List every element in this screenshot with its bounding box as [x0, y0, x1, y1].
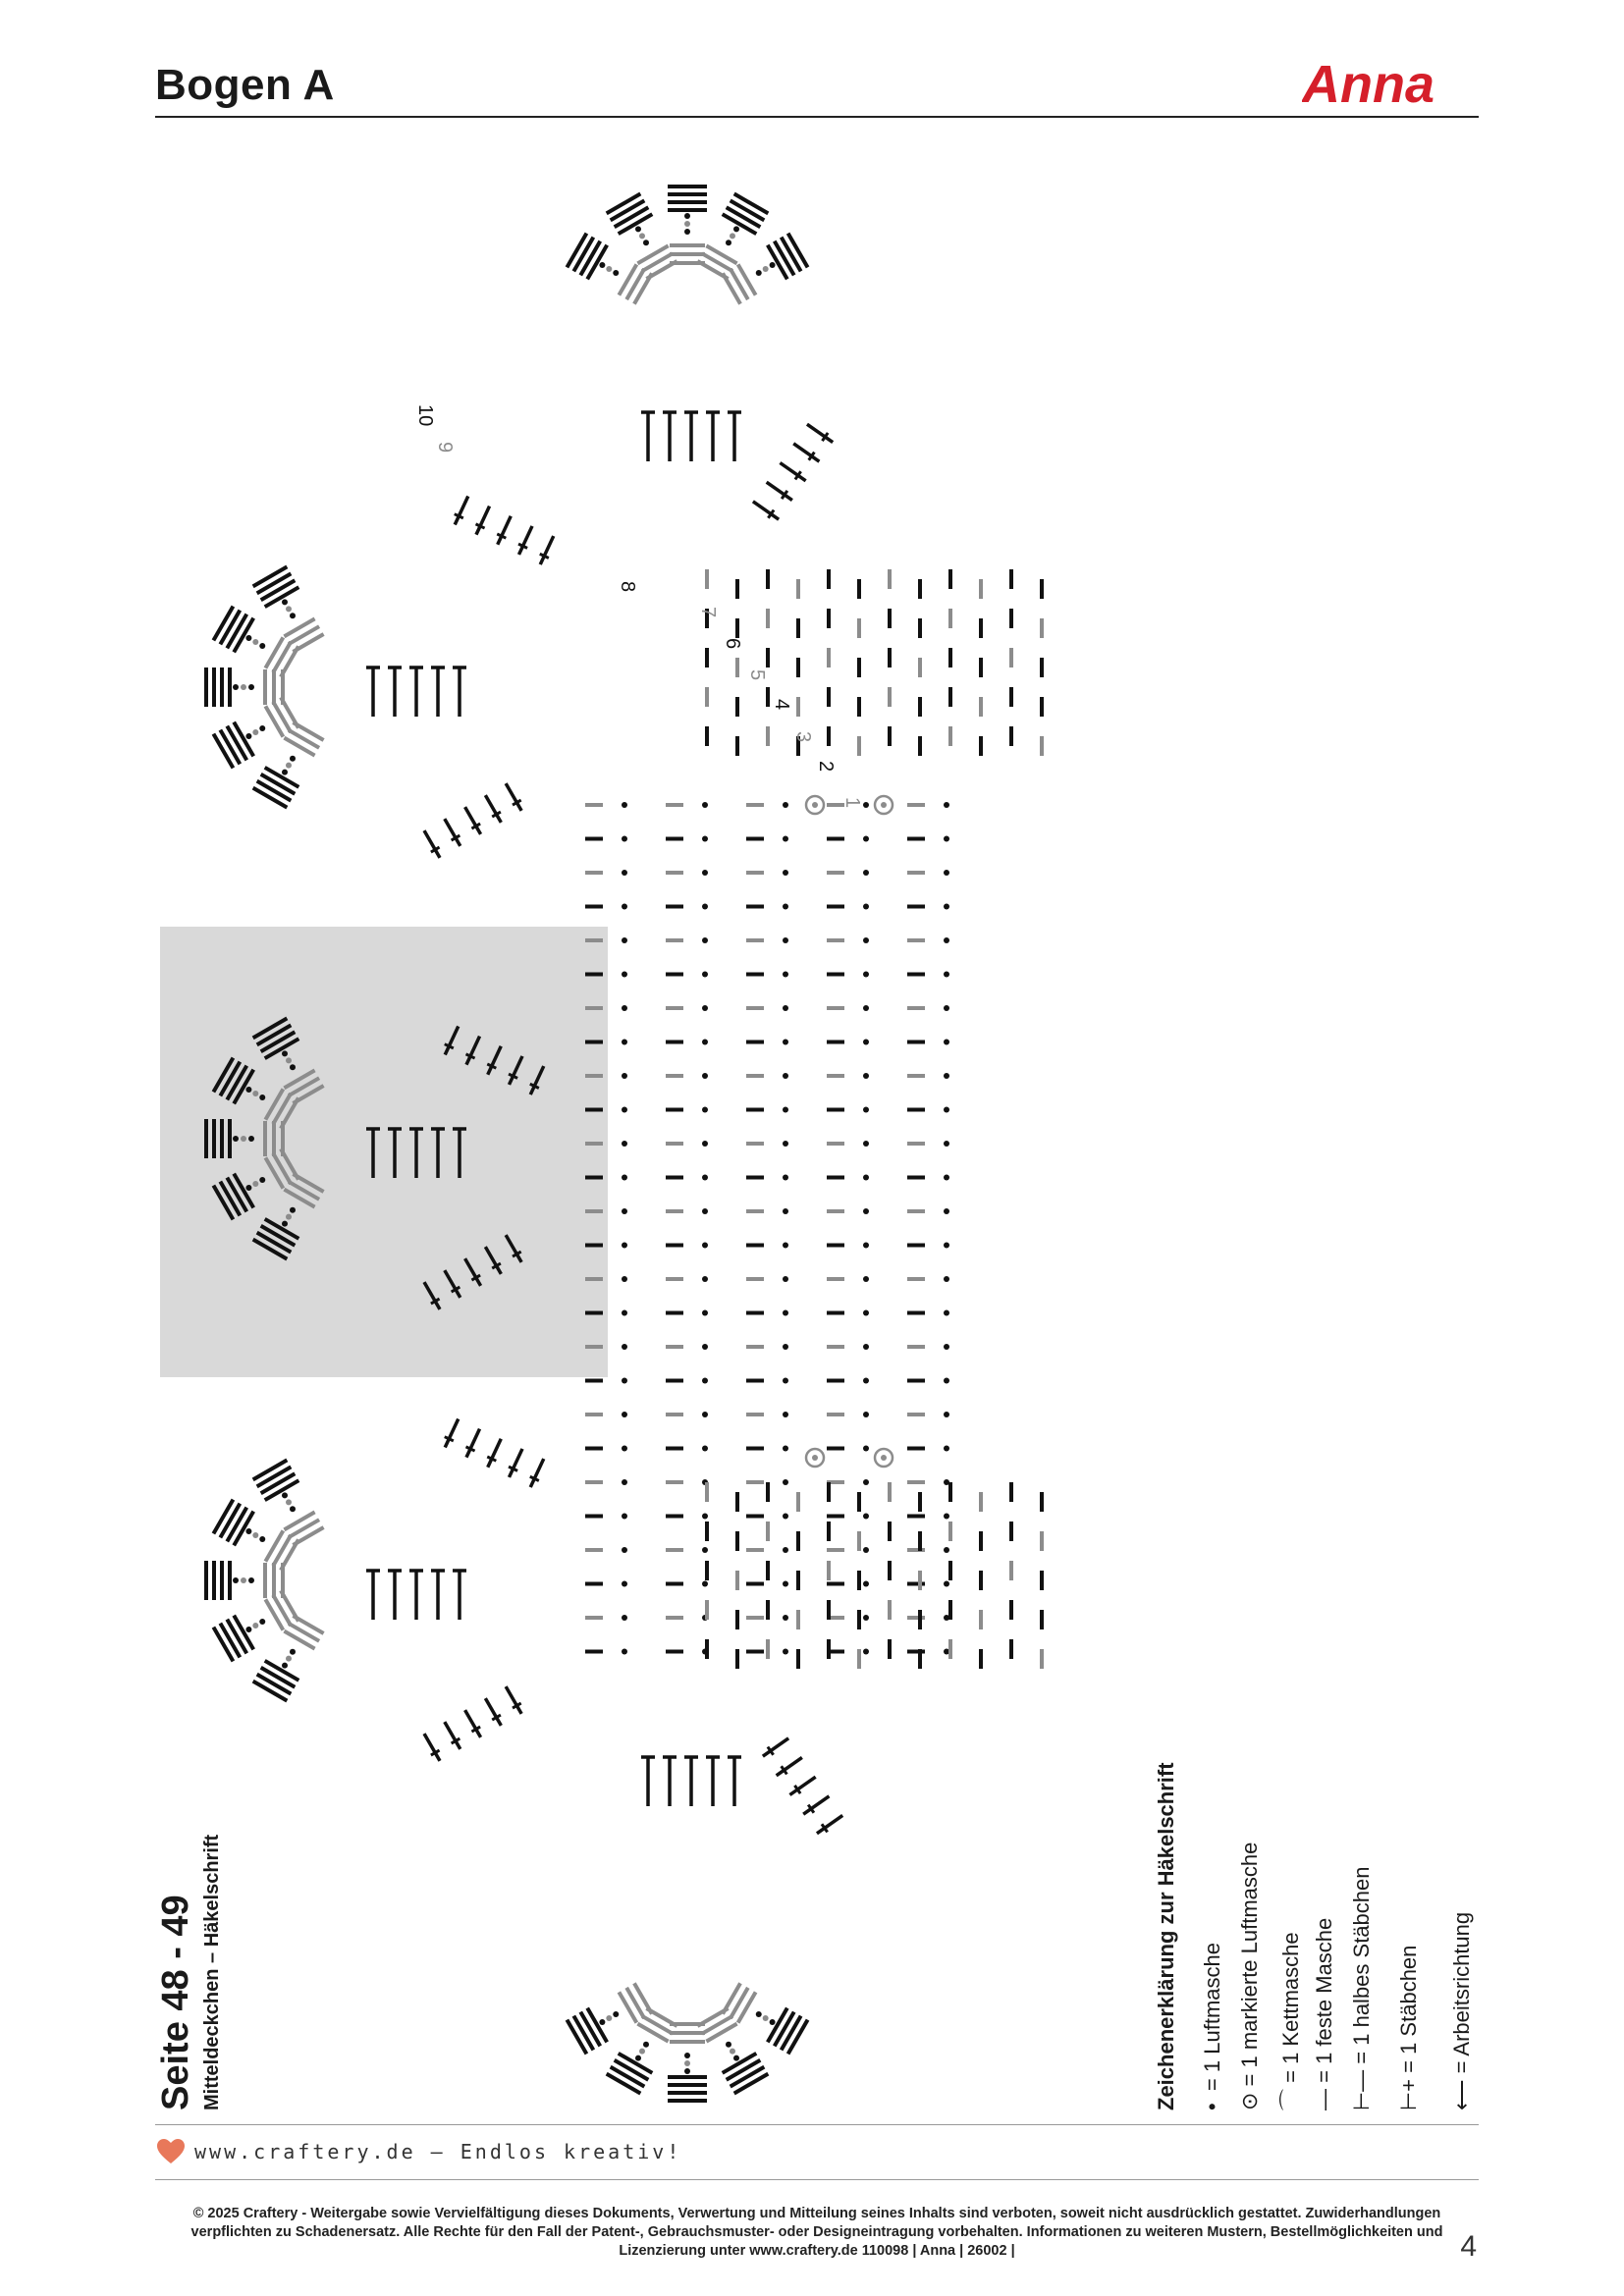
circled-dot-icon: ⊙ [1237, 2086, 1262, 2110]
chain-stitch [944, 870, 949, 876]
chain-stitch [702, 1208, 708, 1214]
marked-chain-center [812, 1455, 818, 1461]
website-link[interactable]: www.craftery.de – Endlos kreativ! [194, 2140, 682, 2163]
highlight-repeat-area [160, 927, 608, 1377]
chain-stitch [684, 229, 690, 235]
chain-stitch [252, 1532, 258, 1538]
chain-stitch [783, 1175, 788, 1181]
footer-rule [155, 2124, 1479, 2125]
legend-item-half-double: ⊢— = 1 halbes Stäbchen [1349, 1866, 1374, 2110]
chain-stitch [282, 1492, 288, 1498]
double-crochet [424, 1734, 440, 1761]
chain-stitch [863, 972, 869, 978]
chain-stitch [259, 1177, 265, 1183]
chain-stitch [622, 1446, 627, 1452]
chain-stitch [783, 1514, 788, 1520]
chain-stitch [241, 1577, 246, 1583]
shell-motif [206, 566, 324, 807]
chain-stitch [622, 836, 627, 842]
chain-stitch [944, 1547, 949, 1553]
double-crochet [506, 1686, 521, 1714]
double-crochet [466, 1429, 480, 1458]
footer-rule-2 [155, 2179, 1479, 2180]
double-crochet [445, 819, 460, 846]
chain-stitch [863, 1344, 869, 1350]
double-crochet [445, 1722, 460, 1749]
legend-item-chain: • = 1 Luftmasche [1200, 1943, 1224, 2110]
chain-stitch [622, 870, 627, 876]
chain-stitch [245, 1087, 251, 1093]
chain-stitch [622, 1615, 627, 1621]
chain-stitch [643, 2042, 649, 2048]
double-crochet-cross [540, 554, 549, 558]
chain-stitch [702, 1547, 708, 1553]
double-crochet [485, 795, 501, 823]
chain-stitch [863, 870, 869, 876]
chain-stitch [783, 1208, 788, 1214]
chain-stitch [702, 1446, 708, 1452]
double-crochet-cross [509, 1467, 517, 1470]
chain-stitch [863, 1446, 869, 1452]
chain-stitch [622, 1107, 627, 1113]
chain-stitch [944, 1310, 949, 1316]
chain-stitch [944, 1446, 949, 1452]
chain-stitch [733, 226, 739, 232]
chain-stitch [863, 1175, 869, 1181]
double-crochet [803, 1796, 829, 1814]
double-crochet [817, 1815, 842, 1833]
chain-stitch [702, 870, 708, 876]
chain-stitch [245, 1185, 251, 1191]
chain-stitch [863, 1378, 869, 1384]
chain-stitch [783, 870, 788, 876]
double-crochet [753, 502, 779, 519]
double-crochet-cross [445, 1437, 454, 1441]
chain-stitch [282, 1663, 288, 1669]
chain-stitch [763, 266, 769, 272]
shell-motif [567, 1983, 807, 2101]
chain-stitch [783, 1310, 788, 1316]
chain-stitch [944, 1208, 949, 1214]
chain-stitch [863, 1547, 869, 1553]
chain-stitch [783, 1479, 788, 1485]
chain-stitch [783, 1276, 788, 1282]
chain-stitch [863, 1514, 869, 1520]
copyright-notice: © 2025 Craftery - Weitergabe sowie Vervielfältigung dieses Dokuments, Verwertung und Mitteilung seines Inhalts sind verboten, soweit nicht ausdrücklich gestattet. Zuwiderhandlungen verpflichten zu Schadenersatz. Alle Rechte für den Fall der Patent-, Gebrauchsmuster- oder Designeintragung vorbehalten. Informationen zu weiteren Mustern, Bestellmöglichkeiten und Lizenzierung unter www.craftery.de 110098 | Anna | 26002 | [190, 2206, 1443, 2259]
chain-stitch [863, 1073, 869, 1079]
legend-item-single-crochet: — = 1 feste Masche [1312, 1917, 1336, 2110]
chain-stitch [944, 1175, 949, 1181]
page-number: 4 [1460, 2230, 1477, 2263]
legend-item-marked-chain: ⊙ = 1 markierte Luftmasche [1237, 1842, 1262, 2110]
chain-stitch [944, 802, 949, 808]
chain-stitch [863, 1141, 869, 1147]
chain-stitch [863, 1310, 869, 1316]
arc-icon: ⌒ [1278, 2082, 1303, 2110]
chain-stitch [783, 1040, 788, 1045]
chain-stitch [286, 763, 292, 769]
chain-stitch [783, 904, 788, 910]
chain-stitch [606, 266, 612, 272]
double-crochet [465, 1710, 481, 1737]
double-crochet [777, 1757, 802, 1775]
double-crochet-cross [530, 1476, 539, 1480]
legend-item-slip-stitch: ⌒ = 1 Kettmasche [1278, 1932, 1303, 2110]
round-number: 4 [771, 699, 792, 711]
round-number: 6 [722, 638, 743, 650]
chain-stitch [252, 1181, 258, 1187]
chain-stitch [684, 2068, 690, 2074]
double-crochet [488, 1439, 502, 1468]
chain-stitch [944, 1073, 949, 1079]
chain-stitch [622, 1649, 627, 1655]
double-crochet-cross [518, 544, 527, 548]
page-title: Bogen A [155, 61, 335, 109]
chain-stitch [944, 1276, 949, 1282]
chain-stitch [863, 1243, 869, 1249]
chain-stitch [702, 1243, 708, 1249]
chain-stitch [944, 1412, 949, 1417]
double-crochet [485, 1698, 501, 1726]
round-number: 5 [746, 669, 768, 681]
dot-icon: • [1200, 2091, 1224, 2110]
t-short-icon: ⊢— [1349, 2063, 1374, 2110]
chain-stitch [702, 802, 708, 808]
chain-stitch [622, 1276, 627, 1282]
chain-stitch [635, 226, 641, 232]
chain-stitch [622, 1310, 627, 1316]
chain-stitch [863, 1479, 869, 1485]
chain-stitch [702, 1276, 708, 1282]
chain-stitch [702, 1005, 708, 1011]
double-crochet-cross [487, 1457, 496, 1461]
chain-stitch [290, 1207, 296, 1213]
legend-item-direction: ⟵ = Arbeitsrichtung [1449, 1911, 1474, 2110]
chain-stitch [733, 2056, 739, 2061]
chain-stitch [783, 1378, 788, 1384]
chain-stitch [286, 1214, 292, 1220]
chain-stitch [233, 1136, 239, 1142]
chain-stitch [622, 1073, 627, 1079]
pattern-subtitle: Mitteldeckchen – Häkelschrift [201, 1834, 223, 2110]
chain-stitch [635, 2056, 641, 2061]
chain-stitch [944, 1344, 949, 1350]
chain-stitch [622, 1175, 627, 1181]
double-crochet [540, 536, 554, 564]
bar-icon: — [1312, 2082, 1336, 2110]
chain-stitch [730, 233, 735, 239]
round-number: 3 [792, 731, 814, 743]
round-number: 1 [841, 797, 863, 809]
chain-stitch [233, 684, 239, 690]
chain-stitch [622, 1040, 627, 1045]
chain-stitch [241, 1136, 246, 1142]
chain-stitch [783, 1073, 788, 1079]
chain-stitch [944, 904, 949, 910]
chain-stitch [944, 1581, 949, 1587]
chain-stitch [599, 262, 605, 268]
chain-stitch [863, 1649, 869, 1655]
heart-icon [157, 2139, 185, 2164]
double-crochet [780, 463, 805, 481]
chain-stitch [944, 1040, 949, 1045]
double-crochet-cross [476, 524, 485, 528]
page-reference: Seite 48 - 49 [155, 1895, 196, 2110]
double-crochet [509, 1449, 522, 1477]
chain-stitch [622, 802, 627, 808]
double-crochet-cross [466, 1447, 475, 1451]
chain-stitch [622, 1412, 627, 1417]
chain-stitch [259, 725, 265, 731]
chain-stitch [290, 1064, 296, 1070]
chain-stitch [783, 802, 788, 808]
chain-stitch [622, 1208, 627, 1214]
chain-stitch [282, 1221, 288, 1227]
round-number: 9 [434, 442, 456, 454]
double-crochet [498, 516, 512, 545]
chain-stitch [245, 635, 251, 641]
chain-stitch [702, 1141, 708, 1147]
chain-stitch [944, 1378, 949, 1384]
chain-stitch [944, 1243, 949, 1249]
chain-stitch [783, 1615, 788, 1621]
chain-stitch [684, 2053, 690, 2058]
chain-stitch [643, 240, 649, 245]
chain-stitch [863, 1107, 869, 1113]
double-crochet [807, 424, 833, 442]
double-crochet [793, 444, 819, 461]
chain-stitch [248, 684, 254, 690]
chain-stitch [622, 1479, 627, 1485]
double-crochet-cross [455, 514, 463, 518]
chain-stitch [863, 1040, 869, 1045]
chain-stitch [863, 1581, 869, 1587]
chain-stitch [702, 937, 708, 943]
chain-stitch [622, 1514, 627, 1520]
chain-stitch [286, 1656, 292, 1662]
chain-stitch [783, 937, 788, 943]
chain-stitch [622, 972, 627, 978]
chain-stitch [783, 1243, 788, 1249]
chain-stitch [252, 639, 258, 645]
chain-stitch [622, 1243, 627, 1249]
chain-stitch [290, 613, 296, 618]
chain-stitch [622, 1378, 627, 1384]
chain-stitch [756, 270, 762, 276]
chain-stitch [944, 937, 949, 943]
chain-stitch [863, 1412, 869, 1417]
chain-stitch [622, 1581, 627, 1587]
shell-motif [567, 187, 807, 304]
chain-stitch [783, 836, 788, 842]
chain-stitch [259, 1095, 265, 1100]
chain-stitch [282, 1050, 288, 1056]
chain-stitch [783, 1344, 788, 1350]
chain-stitch [944, 836, 949, 842]
chain-stitch [702, 1344, 708, 1350]
chain-stitch [248, 1577, 254, 1583]
double-crochet [518, 526, 532, 555]
chain-stitch [622, 1547, 627, 1553]
chain-stitch [783, 1141, 788, 1147]
chain-stitch [863, 937, 869, 943]
chain-stitch [248, 1136, 254, 1142]
chain-stitch [770, 262, 776, 268]
chain-stitch [684, 221, 690, 227]
chain-stitch [282, 599, 288, 605]
double-crochet [767, 482, 792, 500]
chain-stitch [252, 1623, 258, 1629]
chain-stitch [730, 2049, 735, 2055]
chain-stitch [726, 2042, 731, 2048]
chain-stitch [702, 836, 708, 842]
chain-stitch [783, 1649, 788, 1655]
double-crochet [476, 507, 490, 535]
chain-stitch [783, 1581, 788, 1587]
chain-stitch [639, 233, 645, 239]
chain-stitch [290, 1649, 296, 1655]
legend-item-double: ⊢+ = 1 Stäbchen [1396, 1945, 1421, 2110]
chain-stitch [863, 1208, 869, 1214]
chain-stitch [252, 1091, 258, 1096]
chain-stitch [622, 1141, 627, 1147]
chain-stitch [726, 240, 731, 245]
double-crochet [506, 783, 521, 811]
shell-motif [206, 1460, 324, 1700]
t-cross-icon: ⊢+ [1396, 2072, 1421, 2110]
chain-stitch [245, 1627, 251, 1632]
chain-stitch [241, 684, 246, 690]
chain-stitch [622, 1344, 627, 1350]
chain-stitch [639, 2049, 645, 2055]
chain-stitch [702, 1175, 708, 1181]
double-crochet [465, 807, 481, 834]
chain-stitch [944, 972, 949, 978]
round-number: 8 [617, 581, 638, 593]
chain-stitch [286, 1499, 292, 1505]
double-crochet [530, 1459, 544, 1487]
chain-stitch [783, 1412, 788, 1417]
round-number: 10 [414, 404, 436, 427]
chain-stitch [613, 270, 619, 276]
chain-stitch [702, 972, 708, 978]
chain-stitch [286, 1057, 292, 1063]
double-crochet-cross [497, 534, 506, 538]
chain-stitch [863, 904, 869, 910]
chain-stitch [613, 2011, 619, 2017]
chain-stitch [702, 1412, 708, 1417]
chain-stitch [702, 904, 708, 910]
brand-logo-text: Anna [1302, 57, 1435, 112]
chain-stitch [684, 2060, 690, 2066]
chain-stitch [783, 1107, 788, 1113]
chain-stitch [770, 2019, 776, 2025]
chain-stitch [702, 1581, 708, 1587]
marked-chain-center [812, 802, 818, 808]
chain-stitch [286, 606, 292, 612]
marked-chain-center [881, 1455, 887, 1461]
chain-stitch [622, 1005, 627, 1011]
chain-stitch [606, 2015, 612, 2021]
chain-stitch [259, 643, 265, 649]
chain-stitch [290, 1506, 296, 1512]
chain-stitch [233, 1577, 239, 1583]
chain-stitch [702, 1378, 708, 1384]
chain-stitch [245, 733, 251, 739]
arrow-icon: ⟵ [1449, 2073, 1474, 2110]
chain-stitch [684, 213, 690, 219]
chain-stitch [863, 1615, 869, 1621]
chain-stitch [702, 1310, 708, 1316]
chain-stitch [259, 1536, 265, 1542]
chain-stitch [702, 1073, 708, 1079]
chain-stitch [259, 1619, 265, 1625]
chain-stitch [944, 1107, 949, 1113]
chain-stitch [763, 2015, 769, 2021]
chain-stitch [702, 1040, 708, 1045]
chain-stitch [863, 836, 869, 842]
round-number: 7 [697, 607, 719, 618]
chain-stitch [863, 1005, 869, 1011]
chain-stitch [783, 1005, 788, 1011]
double-crochet [789, 1777, 815, 1794]
chain-stitch [252, 729, 258, 735]
chain-stitch [756, 2011, 762, 2017]
chain-stitch [622, 937, 627, 943]
chain-stitch [863, 1276, 869, 1282]
marked-chain-center [881, 802, 887, 808]
chain-stitch [944, 1005, 949, 1011]
chain-stitch [702, 1107, 708, 1113]
double-crochet [424, 830, 440, 858]
double-crochet [455, 496, 468, 524]
chain-stitch [599, 2019, 605, 2025]
double-crochet [763, 1738, 788, 1756]
chain-stitch [245, 1528, 251, 1534]
legend-title: Zeichenerklärung zur Häkelschrift [1154, 1762, 1178, 2110]
double-crochet [445, 1418, 459, 1447]
round-number: 2 [815, 761, 837, 773]
chain-stitch [783, 972, 788, 978]
chain-stitch [282, 770, 288, 775]
chain-stitch [944, 1141, 949, 1147]
chain-stitch [622, 904, 627, 910]
chain-stitch [783, 1446, 788, 1452]
chain-stitch [944, 1514, 949, 1520]
chain-stitch [290, 756, 296, 762]
chain-stitch [702, 1514, 708, 1520]
chain-stitch [783, 1547, 788, 1553]
